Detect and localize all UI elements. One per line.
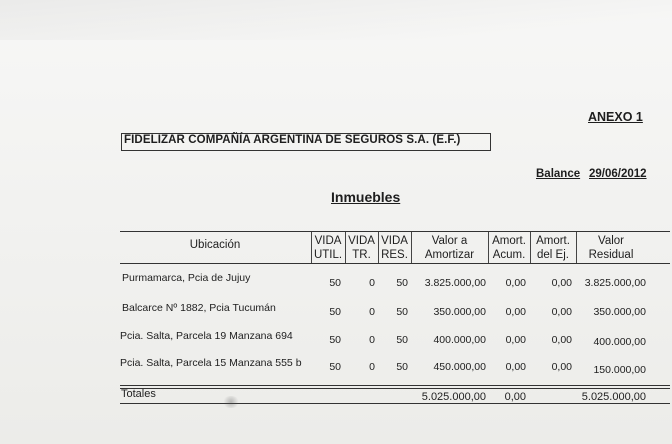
cell-valor-residual: 400.000,00 [593,336,646,348]
cell-valor-amortizar: 3.825.000,00 [424,277,486,289]
cell-vida-res: 50 [396,306,408,318]
cell-ubicacion: Purmamarca, Pcia de Jujuy [122,272,251,284]
table-top-rule [120,231,670,232]
cell-ubicacion: Pcia. Salta, Parcela 15 Manzana 555 b [120,357,302,369]
totals-bottom-rule [120,403,670,404]
header-amort-ej [530,234,576,262]
totals-double-rule [120,388,670,389]
header-line2: Acum. [492,249,526,261]
cell-vida-tr: 0 [369,277,375,289]
cell-amort-acum: 0,00 [505,277,526,289]
cell-ubicacion: Pcia. Salta, Parcela 19 Manzana 694 [120,330,293,342]
paper-fold-shadow [0,0,672,40]
header-line2: Residual [588,249,634,261]
totals-label: Totales [121,388,156,400]
cell-amort-acum: 0,00 [505,334,526,346]
totals-top-rule [120,385,670,386]
cell-vida-util: 50 [329,361,341,373]
cell-amort-acum: 0,00 [505,361,526,373]
company-name: FIDELIZAR COMPAÑÍA ARGENTINA DE SEGUROS S.A. (E.F.) [124,134,461,146]
cell-amort-ej: 0,00 [551,306,572,318]
cell-vida-tr: 0 [369,306,375,318]
header-line2: UTIL. [313,249,343,261]
cell-valor-amortizar: 400.000,00 [433,334,486,346]
header-line1: VIDA [381,235,408,247]
header-line1: VIDA [314,235,342,247]
cell-ubicacion: Balcarce Nº 1882, Pcia Tucumán [122,302,276,314]
header-line2: Ubicación [189,239,241,251]
balance-label: Balance [536,168,581,180]
header-vida-util [311,234,345,262]
section-title: Inmuebles [331,189,401,205]
header-line1: Amort. [536,235,570,247]
cell-valor-residual: 150.000,00 [593,364,646,376]
totals-amort-acum: 0,00 [504,391,526,403]
cell-amort-ej: 0,00 [551,334,572,346]
cell-valor-residual: 350.000,00 [593,306,646,318]
totals-valor-residual: 5.025.000,00 [581,391,646,403]
header-line2: del Ej. [537,249,569,261]
header-line1: Valor a [431,235,468,247]
header-vida-res [378,234,411,262]
cell-amort-ej: 0,00 [551,277,572,289]
cell-vida-util: 50 [329,277,341,289]
cell-valor-amortizar: 450.000,00 [433,361,486,373]
cell-vida-util: 50 [329,306,341,318]
cell-vida-tr: 0 [369,361,375,373]
cell-vida-res: 50 [396,277,408,289]
header-vida-tr [345,234,378,262]
cell-vida-res: 50 [396,334,408,346]
ink-smudge [222,396,240,408]
cell-vida-tr: 0 [369,334,375,346]
annex-label: ANEXO 1 [588,110,643,124]
header-line2: TR. [352,249,371,261]
table-header-rule [120,263,670,264]
cell-vida-res: 50 [396,361,408,373]
header-amort-acum [488,234,530,262]
cell-valor-residual: 3.825.000,00 [584,277,646,289]
cell-amort-acum: 0,00 [505,306,526,318]
header-line1: Valor [598,235,624,247]
header-valor-residual [576,234,646,262]
totals-valor-amortizar: 5.025.000,00 [421,391,486,403]
balance-date: 29/06/2012 [589,168,647,180]
header-valor-amortizar [411,234,488,262]
header-line2: RES. [381,249,408,261]
cell-vida-util: 50 [329,334,341,346]
header-line1: VIDA [348,235,375,247]
cell-amort-ej: 0,00 [551,361,572,373]
header-line2: Amortizar [424,249,475,261]
header-line1: Amort. [492,235,526,247]
header-ubicacion [120,237,310,252]
cell-valor-amortizar: 350.000,00 [433,306,486,318]
